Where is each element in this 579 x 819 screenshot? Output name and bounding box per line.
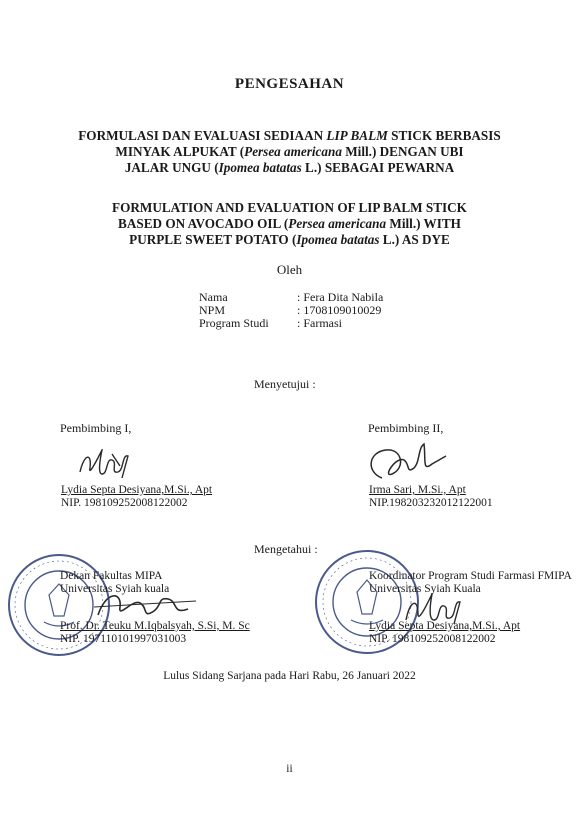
identity-value: : Fera Dita Nabila bbox=[297, 290, 384, 304]
dean-nip: NIP. 197110101997031003 bbox=[60, 633, 187, 645]
approval-label: Menyetujui : bbox=[254, 377, 316, 391]
dean-name: Prof. Dr. Teuku M.Iqbalsyah, S.Si, M. Sc bbox=[60, 620, 250, 632]
supervisor2-signature bbox=[362, 438, 452, 488]
title-en-line3: PURPLE SWEET POTATO (Ipomea batatas L.) AS DYE bbox=[129, 232, 450, 247]
coordinator-nip: NIP. 198109252008122002 bbox=[369, 633, 496, 645]
dean-signature bbox=[92, 585, 202, 625]
identity-label: Program Studi bbox=[199, 316, 269, 330]
identity-row-program bbox=[199, 317, 383, 330]
supervisor2-role: Pembimbing II, bbox=[368, 421, 444, 435]
page-title: PENGESAHAN bbox=[234, 76, 345, 92]
identity-label: NPM bbox=[199, 303, 226, 317]
title-id-line3: JALAR UNGU (Ipomea batatas L.) SEBAGAI PEWARNA bbox=[124, 160, 455, 175]
title-id-line2: MINYAK ALPUKAT (Persea americana Mill.) DENGAN UBI bbox=[115, 144, 464, 159]
identity-value: : Farmasi bbox=[297, 316, 342, 330]
coordinator-name: Lydia Septa Desiyana,M.Si., Apt bbox=[369, 620, 521, 632]
graduation-date: Lulus Sidang Sarjana pada Hari Rabu, 26 Januari 2022 bbox=[163, 670, 416, 682]
title-id-line1: FORMULASI DAN EVALUASI SEDIAAN LIP BALM STICK BERBASIS bbox=[78, 128, 501, 143]
coordinator-institution: Universitas Syiah Kuala bbox=[369, 583, 481, 595]
supervisor2-name: Irma Sari, M.Si., Apt bbox=[369, 484, 466, 496]
page-number: ii bbox=[286, 763, 293, 775]
supervisor1-name: Lydia Septa Desiyana,M.Si., Apt bbox=[61, 484, 213, 496]
identity-label: Nama bbox=[199, 290, 228, 304]
supervisor1-role: Pembimbing I, bbox=[60, 421, 132, 435]
identity-table bbox=[199, 291, 383, 330]
dean-role: Dekan Fakultas MIPA bbox=[60, 570, 163, 582]
dean-institution: Universitas Syiah kuala bbox=[60, 583, 170, 595]
supervisor1-signature bbox=[72, 444, 142, 484]
title-en-line2: BASED ON AVOCADO OIL (Persea americana Mill.) WITH bbox=[118, 216, 461, 231]
supervisor1-nip: NIP. 198109252008122002 bbox=[61, 497, 188, 509]
supervisor2-nip: NIP.198203232012122001 bbox=[369, 497, 493, 509]
title-english bbox=[0, 200, 579, 248]
identity-value: : 1708109010029 bbox=[297, 303, 382, 317]
title-indonesian bbox=[0, 128, 579, 176]
acknowledged-label: Mengetahui : bbox=[254, 542, 318, 556]
title-en-line1: FORMULATION AND EVALUATION OF LIP BALM STICK bbox=[112, 200, 467, 215]
coordinator-role: Koordinator Program Studi Farmasi FMIPA bbox=[369, 570, 572, 582]
by-label: Oleh bbox=[276, 262, 303, 277]
